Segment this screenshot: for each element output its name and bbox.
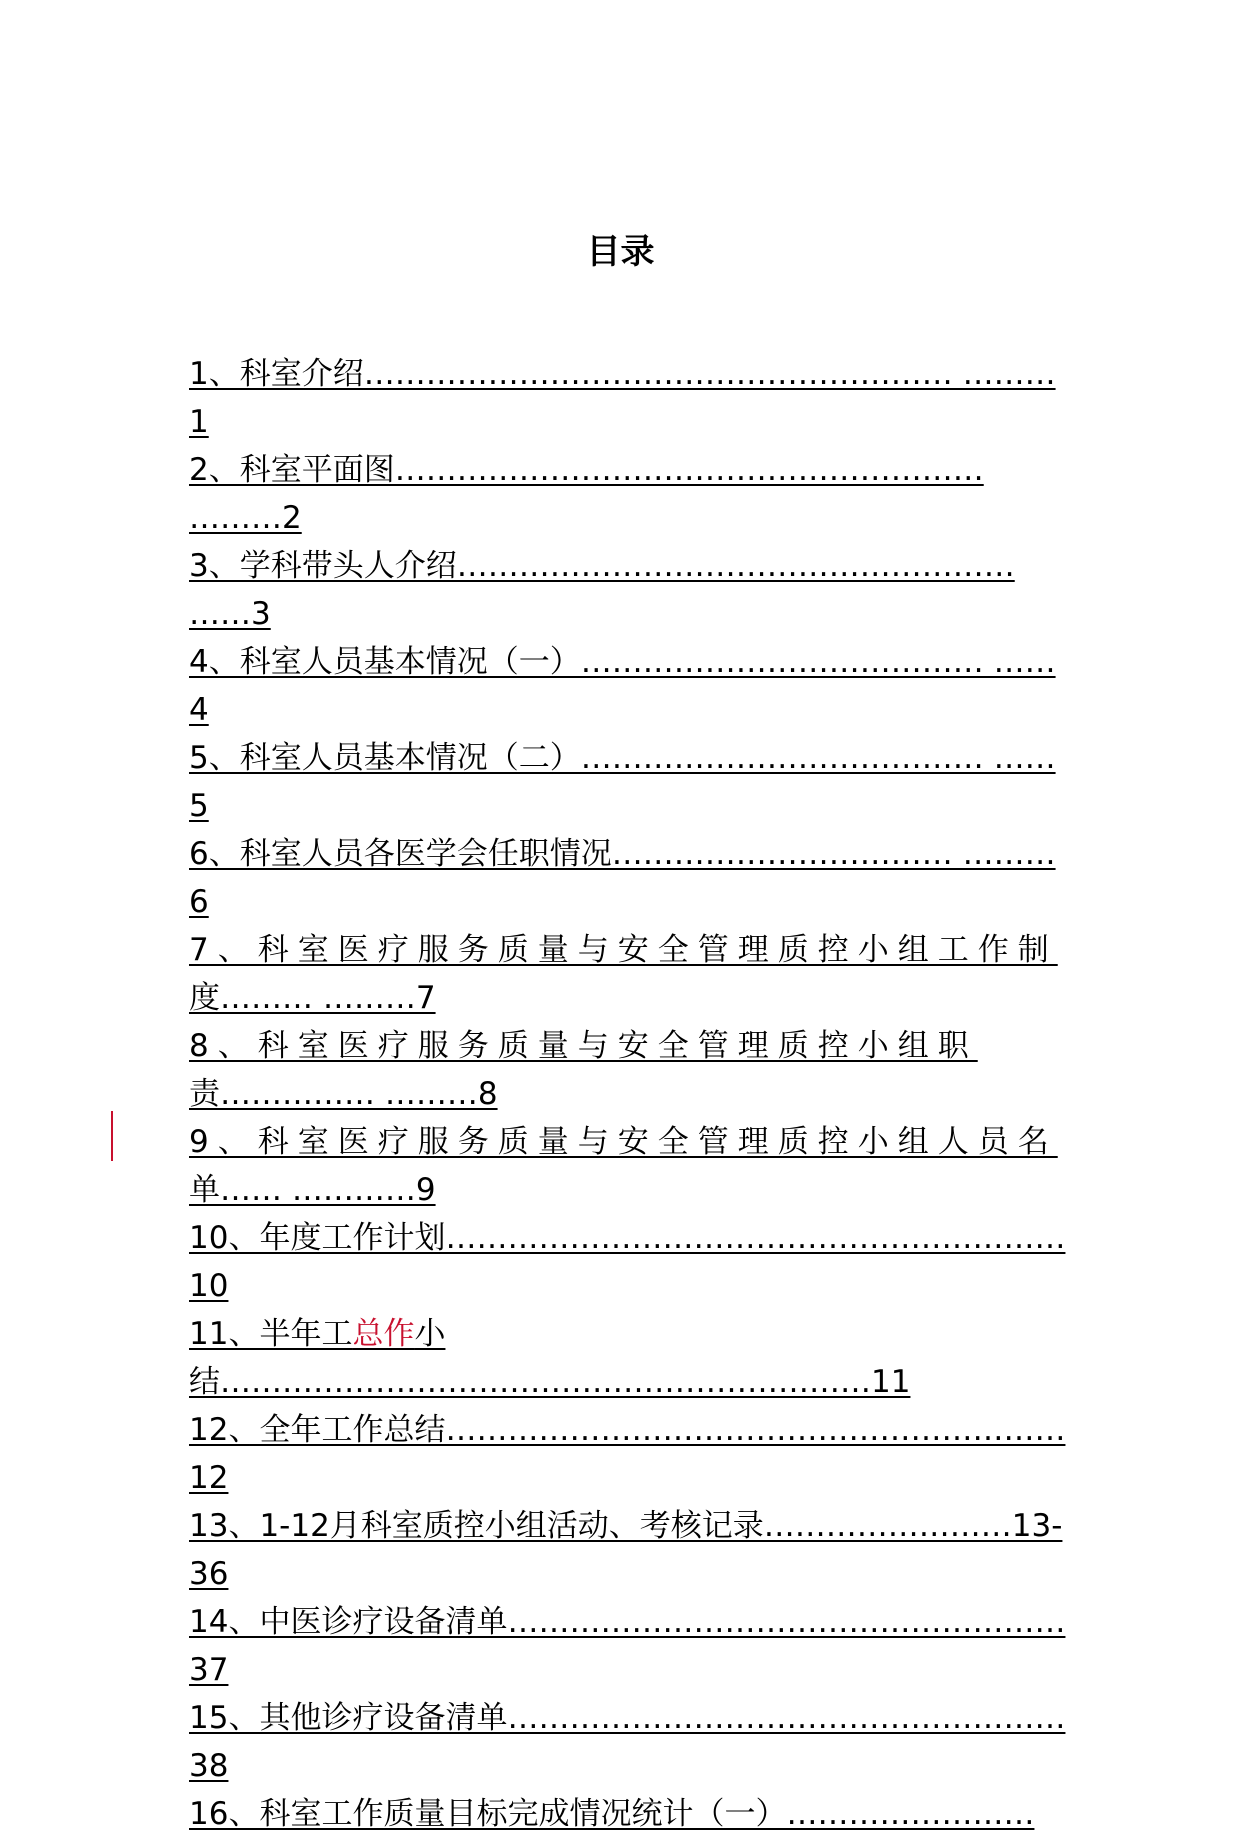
toc-entry-head: 9、科室医疗服务质量与安全管理质控小组人员名: [189, 1124, 1058, 1160]
toc-entry[interactable]: [189, 1022, 1069, 1118]
toc-entry[interactable]: 3、学科带头人介绍……………………………………………… ……3: [189, 548, 1015, 632]
toc-entry[interactable]: 10、年度工作计划……………………………………………………10: [189, 1220, 1066, 1304]
toc-entry[interactable]: 1、科室介绍………………………………………………… ………1: [189, 356, 1056, 440]
toc-entry-after: 小结………………………………………………………11: [189, 1316, 911, 1400]
toc-entry-head: 7、科室医疗服务质量与安全管理质控小组工作制: [189, 932, 1058, 968]
toc-entry[interactable]: 15、其他诊疗设备清单………………………………………………38: [189, 1700, 1066, 1784]
toc-entry[interactable]: 13、1-12月科室质控小组活动、考核记录……………………13-36: [189, 1508, 1063, 1592]
toc-entry[interactable]: 5、科室人员基本情况（二）………………………………… ……5: [189, 740, 1056, 824]
toc-entry-tail: 责…………… ………8: [189, 1076, 498, 1112]
toc-entry-tail: 度……… ………7: [189, 980, 436, 1016]
toc-entry[interactable]: [189, 926, 1069, 1022]
toc-entry[interactable]: [189, 1118, 1069, 1214]
toc-entry[interactable]: 14、中医诊疗设备清单………………………………………………37: [189, 1604, 1066, 1688]
page-title: 目录: [586, 232, 655, 272]
toc-entry-before: 11、半年工: [189, 1316, 353, 1352]
toc-entry[interactable]: 6、科室人员各医学会任职情况…………………………… ………6: [189, 836, 1056, 920]
revision-mark: 总作: [352, 1316, 415, 1352]
toc-entry[interactable]: 2、科室平面图………………………………………………… ………2: [189, 452, 984, 536]
toc-entry-tail: 单…… …………9: [189, 1172, 436, 1208]
change-bar: [111, 1111, 113, 1161]
toc-entry[interactable]: 4、科室人员基本情况（一）………………………………… ……4: [189, 644, 1056, 728]
toc-entry[interactable]: 12、全年工作总结……………………………………………………12: [189, 1412, 1066, 1496]
table-of-contents: [189, 350, 1069, 1838]
toc-entry[interactable]: [189, 1310, 1069, 1406]
toc-entry[interactable]: 16、科室工作质量目标完成情况统计（一）……………………: [189, 1796, 1035, 1832]
toc-entry-head: 8、科室医疗服务质量与安全管理质控小组职: [189, 1028, 978, 1064]
